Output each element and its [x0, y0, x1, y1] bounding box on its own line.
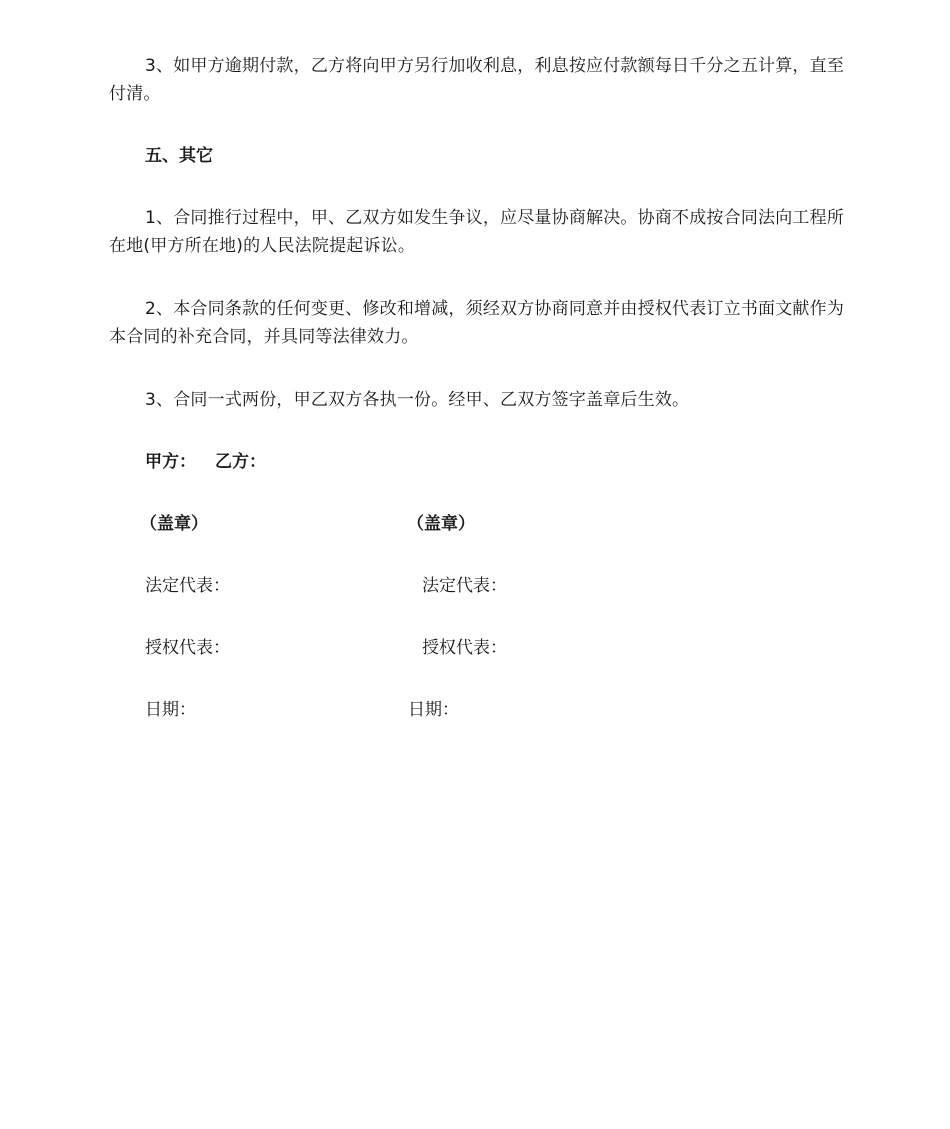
party-a-authorized-rep: 授权代表：: [145, 638, 230, 658]
party-b-label: 乙方：: [215, 452, 266, 472]
party-b-legal-rep: 法定代表：: [422, 576, 507, 596]
clause-4-3: 3、如甲方逾期付款，乙方将向甲方另行加收利息，利息按应付款额每日千分之五计算，直至付清。: [109, 56, 845, 104]
section-5-item-2: 2、本合同条款的任何变更、修改和增减，须经双方协商同意并由授权代表订立书面文献作为本合同的补充合同，并具同等法律效力。: [109, 299, 845, 347]
party-a-legal-rep: 法定代表：: [145, 576, 230, 596]
party-b-authorized-rep: 授权代表：: [422, 638, 507, 658]
section-5-heading: 五、其它: [145, 146, 213, 166]
party-b-seal: （盖章）: [407, 514, 475, 534]
section-5-item-3: 3、合同一式两份，甲乙双方各执一份。经甲、乙双方签字盖章后生效。: [145, 390, 690, 410]
party-a-seal: （盖章）: [140, 514, 208, 534]
section-5-item-1: 1、合同推行过程中，甲、乙双方如发生争议，应尽量协商解决。协商不成按合同法向工程所在地(甲方所在地)的人民法院提起诉讼。: [109, 208, 845, 256]
party-a-label: 甲方：: [145, 452, 196, 472]
party-a-date: 日期：: [145, 700, 196, 720]
party-b-date: 日期：: [408, 700, 459, 720]
